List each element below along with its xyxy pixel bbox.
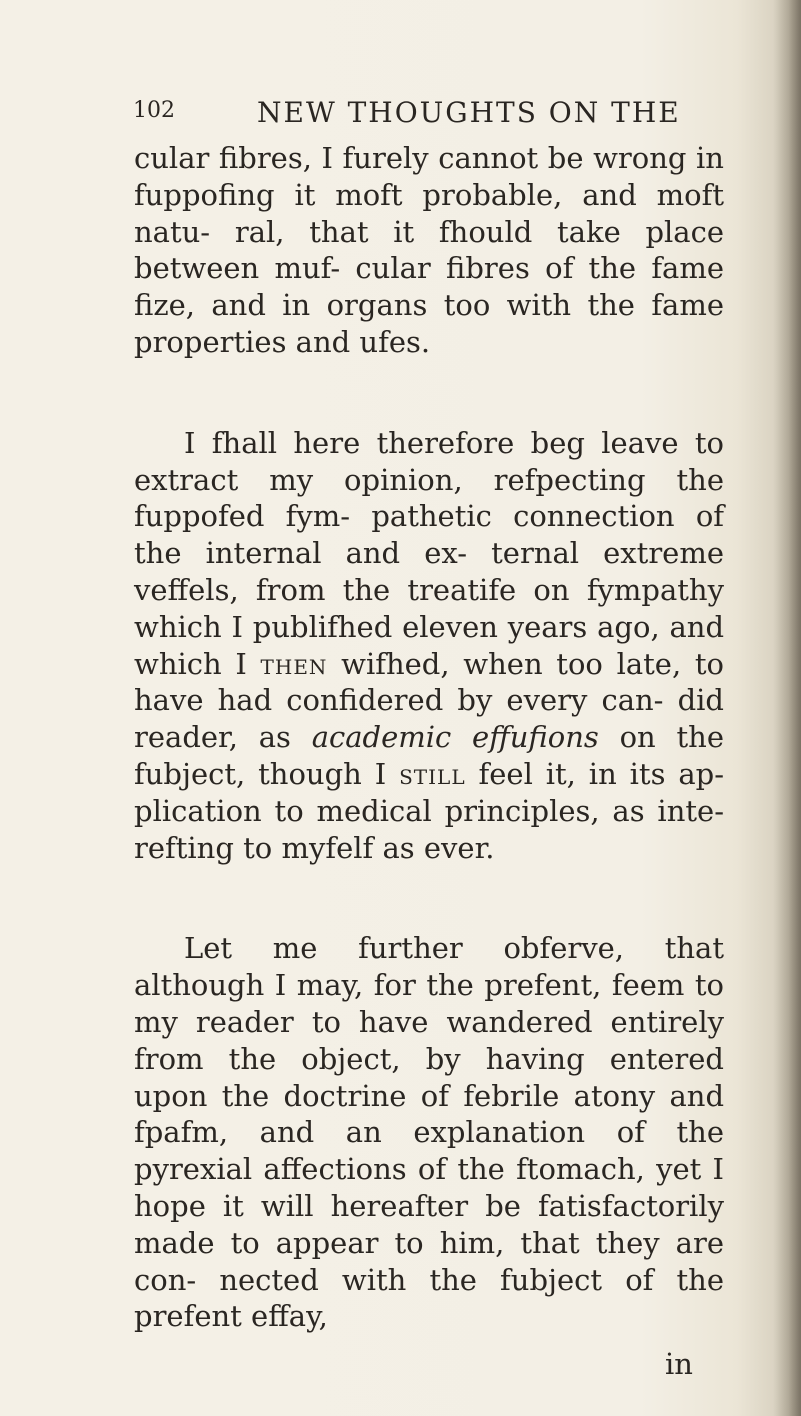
paragraph-2	[134, 425, 724, 867]
text-line: plication to medical principles, as inte-	[134, 793, 724, 828]
text-line: fympathy which I publifhed eleven years	[134, 572, 724, 644]
text-line: on the	[598, 720, 725, 755]
text-line: cular fibres, I furely cannot be wrong in	[134, 141, 724, 175]
text-line: late, to have had confidered by every can-	[134, 646, 724, 718]
paragraph-gap	[134, 866, 724, 930]
text-line: made to appear to him, that they are con-	[134, 1225, 724, 1297]
text-line: fubject, though I	[134, 756, 400, 791]
text-line: refting to myfelf as ever.	[134, 830, 495, 865]
small-caps-word: still	[399, 756, 466, 791]
text-line: wifhed, when too	[327, 646, 603, 681]
text-line: febrile atony and fpafm, and an explanation	[134, 1078, 725, 1150]
text-line: my opinion, refpecting the fuppofed fym-	[134, 462, 724, 534]
text-line: cular fibres of the fame fize, and in organs	[134, 251, 725, 323]
text-line: pathetic connection of the internal and ex-	[134, 499, 725, 571]
running-title: NEW THOUGHTS ON THE	[257, 96, 681, 129]
catchword: in	[665, 1347, 693, 1381]
text-line: feel it, in its ap-	[465, 756, 724, 791]
paragraph-3	[134, 930, 724, 1335]
text-line: did reader, as	[134, 683, 724, 755]
running-header	[133, 96, 753, 136]
paragraph-1	[134, 140, 724, 361]
text-line: too with the fame properties and ufes.	[134, 288, 725, 359]
text-line: fuppofing it moft probable, and moft natu-	[134, 177, 724, 249]
text-line: nected with the fubject of the prefent effay,	[134, 1262, 725, 1334]
text-line: ago, and which I	[134, 609, 725, 681]
text-line: I fhall here therefore beg leave to extract	[134, 425, 724, 497]
paragraph-gap	[134, 361, 724, 425]
text-line: I may, for the prefent, feem to my reader	[134, 968, 724, 1039]
page-edge-shadow	[773, 0, 801, 1416]
text-line: ral, that it fhould take place between muf-	[134, 214, 725, 286]
text-line: by having entered upon the doctrine of	[134, 1041, 724, 1113]
text-line: yet I hope it will hereafter be fatisfactorily	[134, 1152, 725, 1223]
page-number: 102	[133, 98, 175, 123]
text-line: to have wandered entirely from the object,	[134, 1004, 725, 1076]
italic-phrase: academic effufions	[311, 720, 599, 755]
small-caps-word: then	[260, 646, 328, 681]
body-text	[134, 140, 724, 1335]
text-line: of the pyrexial affections of the ftomach,	[134, 1115, 725, 1187]
text-line: Let me further obferve, that although	[134, 931, 724, 1003]
text-line: ternal extreme veffels, from the treatife on	[134, 536, 725, 607]
